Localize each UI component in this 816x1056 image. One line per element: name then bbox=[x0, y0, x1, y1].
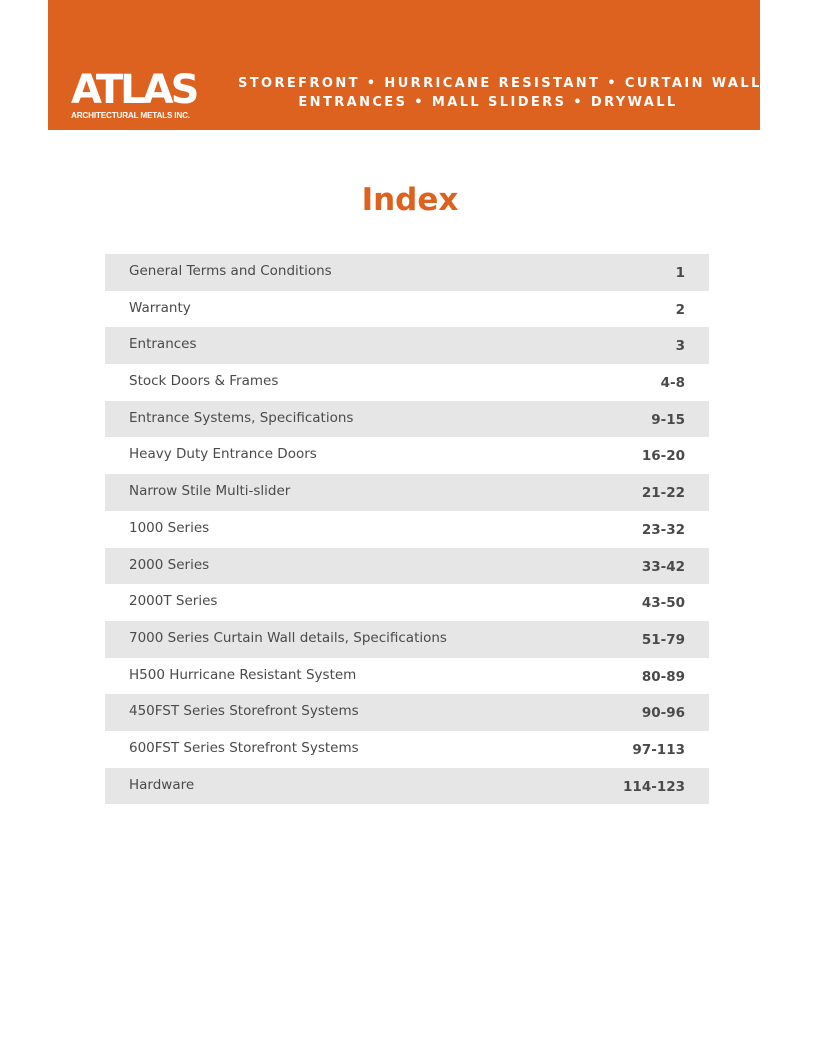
index-row bbox=[105, 401, 709, 438]
index-row-label: 450FST Series Storefront Systems bbox=[129, 703, 359, 720]
index-row-pages: 23-32 bbox=[641, 521, 685, 538]
index-row bbox=[105, 584, 709, 621]
index-row-label: H500 Hurricane Resistant System bbox=[129, 666, 357, 683]
index-row-label: Heavy Duty Entrance Doors bbox=[129, 446, 317, 463]
index-row-pages: 16-20 bbox=[641, 448, 685, 465]
index-row-label: 1000 Series bbox=[129, 519, 210, 536]
index-row-pages: 33-42 bbox=[641, 558, 685, 575]
index-row-pages: 21-22 bbox=[641, 485, 685, 502]
index-row bbox=[105, 694, 709, 731]
index-row bbox=[105, 364, 709, 401]
index-row bbox=[105, 621, 709, 658]
index-row-label: Hardware bbox=[129, 776, 195, 793]
index-row-pages: 3 bbox=[675, 338, 685, 355]
tagline-line-1: STOREFRONT • HURRICANE RESISTANT • CURTAIN WALL bbox=[238, 76, 762, 91]
index-row-label: Warranty bbox=[129, 299, 191, 316]
index-row-label: 2000T Series bbox=[129, 593, 218, 610]
index-row-label: General Terms and Conditions bbox=[129, 263, 332, 279]
index-row bbox=[105, 291, 709, 328]
index-row-label: 7000 Series Curtain Wall details, Specifications bbox=[129, 629, 447, 646]
index-row bbox=[105, 731, 709, 768]
index-row-pages: 51-79 bbox=[641, 631, 685, 648]
logo-wordmark: ATLAS bbox=[71, 67, 197, 113]
tagline-line-2: ENTRANCES • MALL SLIDERS • DRYWALL bbox=[298, 95, 678, 110]
atlas-logo bbox=[71, 67, 197, 121]
header-banner bbox=[48, 0, 760, 130]
index-row-pages: 2 bbox=[675, 301, 685, 318]
index-row-pages: 97-113 bbox=[632, 741, 685, 758]
index-row bbox=[105, 254, 709, 291]
index-row-label: Entrance Systems, Specifications bbox=[129, 409, 354, 426]
index-row bbox=[105, 768, 709, 805]
index-row bbox=[105, 437, 709, 474]
index-row-label: Narrow Stile Multi-slider bbox=[129, 483, 291, 500]
index-row bbox=[105, 548, 709, 585]
index-table bbox=[105, 254, 709, 804]
index-row-pages: 80-89 bbox=[641, 668, 685, 685]
index-row-label: Entrances bbox=[129, 336, 197, 353]
index-row-label: 2000 Series bbox=[129, 556, 210, 573]
index-row bbox=[105, 658, 709, 695]
logo-subtext: ARCHITECTURAL METALS INC. bbox=[71, 111, 190, 120]
index-row-pages: 114-123 bbox=[623, 778, 685, 795]
tagline bbox=[238, 74, 762, 112]
index-row-label: 600FST Series Storefront Systems bbox=[129, 739, 359, 756]
index-row-pages: 43-50 bbox=[641, 595, 685, 612]
index-row-pages: 90-96 bbox=[641, 705, 685, 722]
page-title: Index bbox=[361, 182, 459, 218]
index-row-pages: 9-15 bbox=[651, 411, 685, 428]
index-row bbox=[105, 327, 709, 364]
index-row-label: Stock Doors & Frames bbox=[129, 373, 279, 390]
index-row-pages: 4-8 bbox=[660, 375, 685, 392]
index-row-pages: 1 bbox=[675, 265, 685, 281]
index-row bbox=[105, 474, 709, 511]
index-row bbox=[105, 511, 709, 548]
